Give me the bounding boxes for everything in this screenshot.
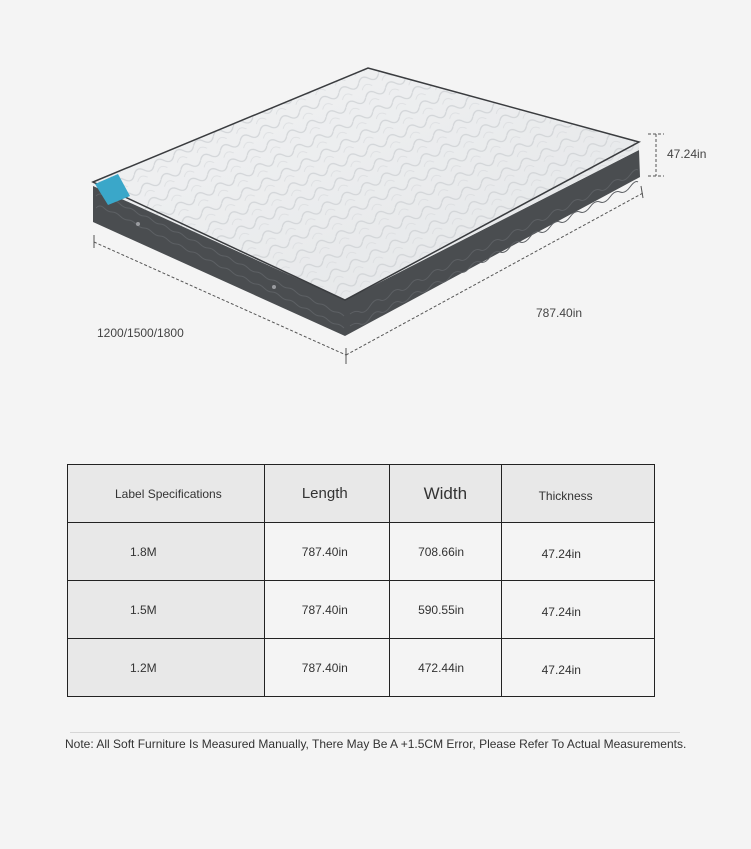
width-dimension-label: 1200/1500/1800 <box>97 326 184 340</box>
cell-spec: 1.5M <box>68 581 265 639</box>
specifications-table <box>67 464 655 697</box>
table-header-row <box>68 465 655 523</box>
cell-thickness: 47.24in <box>501 639 654 697</box>
cell-thickness: 47.24in <box>501 523 654 581</box>
table-row <box>68 523 655 581</box>
mattress-illustration <box>0 0 751 420</box>
cell-spec: 1.2M <box>68 639 265 697</box>
vent-hole <box>136 222 140 226</box>
header-length: Length <box>264 465 390 523</box>
header-width: Width <box>390 465 502 523</box>
cell-spec: 1.8M <box>68 523 265 581</box>
cell-width: 708.66in <box>390 523 502 581</box>
note-divider <box>70 732 680 733</box>
cell-length: 787.40in <box>264 639 390 697</box>
vent-hole <box>272 285 276 289</box>
table-row <box>68 581 655 639</box>
cell-width: 590.55in <box>390 581 502 639</box>
cell-length: 787.40in <box>264 523 390 581</box>
cell-width: 472.44in <box>390 639 502 697</box>
cell-thickness: 47.24in <box>501 581 654 639</box>
thickness-dimension-label: 47.24in <box>667 147 707 161</box>
table-row <box>68 639 655 697</box>
measurement-note: Note: All Soft Furniture Is Measured Manually, There May Be A +1.5CM Error, Please Refer To Actual Measurements. <box>65 737 687 751</box>
header-thickness: Thickness <box>501 465 654 523</box>
thickness-dimension-line <box>648 134 664 176</box>
header-label-specifications: Label Specifications <box>68 465 265 523</box>
length-dimension-label: 787.40in <box>536 306 583 320</box>
cell-length: 787.40in <box>264 581 390 639</box>
